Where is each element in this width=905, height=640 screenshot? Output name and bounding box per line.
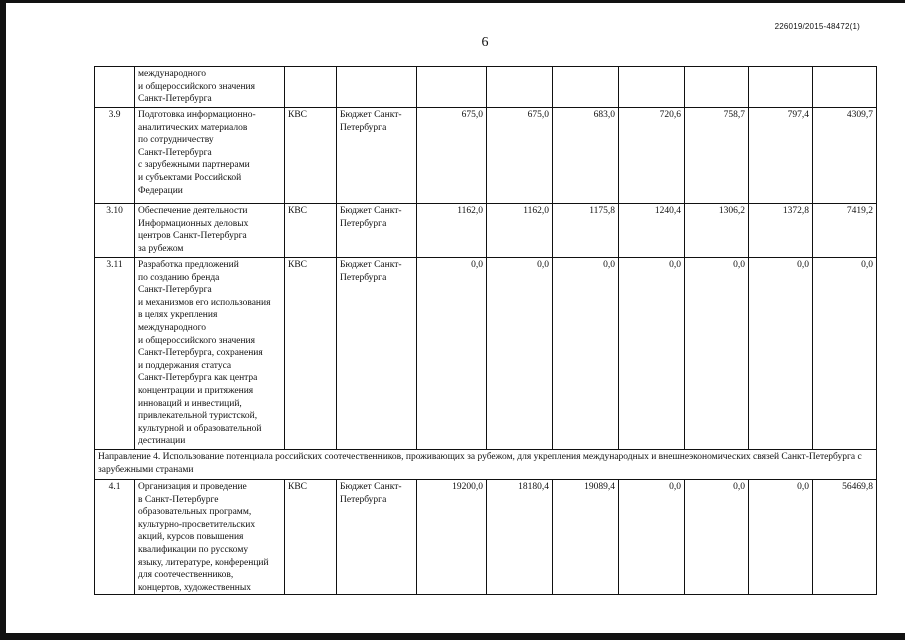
name-line: и общероссийского значения bbox=[138, 335, 256, 346]
name-line: привлекательной туристской, bbox=[138, 411, 258, 422]
table-row-3-9 bbox=[95, 108, 877, 204]
cell-source: Бюджет Санкт-Петербурга bbox=[337, 480, 417, 595]
name-line: международного bbox=[138, 322, 206, 333]
name-line: Разработка предложений bbox=[138, 260, 239, 270]
cell-value: 18180,4 bbox=[487, 480, 553, 595]
name-line: Федерации bbox=[138, 185, 183, 196]
name-line: Обеспечение деятельности bbox=[138, 206, 248, 216]
cell-value: 1372,8 bbox=[749, 204, 813, 258]
cell-value: 7419,2 bbox=[813, 204, 877, 258]
cell-value: 675,0 bbox=[417, 108, 487, 204]
name-line: по сотрудничеству bbox=[138, 135, 214, 146]
name-line: культурно-просветительских bbox=[138, 519, 256, 530]
name-line: за рубежом bbox=[138, 243, 184, 254]
name-line: и механизмов его использования bbox=[138, 297, 271, 308]
scan-border-left bbox=[0, 0, 6, 640]
cell-value bbox=[685, 67, 749, 108]
name-line: акций, курсов повышения bbox=[138, 532, 244, 543]
table-row-3-10 bbox=[95, 204, 877, 258]
cell-num: 3.9 bbox=[95, 108, 135, 204]
table-row-continuation bbox=[95, 67, 877, 108]
name-line: Санкт-Петербурга bbox=[138, 94, 212, 105]
cell-value bbox=[487, 67, 553, 108]
name-line: Санкт-Петербурга как центра bbox=[138, 373, 258, 384]
name-line: концентрации и притяжения bbox=[138, 385, 254, 396]
direction-heading: Направление 4. Использование потенциала российских соотечественников, проживающих за рубежом, для укрепления международных и внешнеэкономических связей Санкт-Петербурга с зарубежными странами bbox=[95, 450, 877, 480]
name-line: и общероссийского значения bbox=[138, 81, 256, 92]
cell-value: 1240,4 bbox=[619, 204, 685, 258]
cell-value: 1175,8 bbox=[553, 204, 619, 258]
scan-border-top bbox=[0, 0, 905, 3]
name-line: Санкт-Петербурга bbox=[138, 147, 212, 158]
cell-value: 0,0 bbox=[487, 258, 553, 450]
cell-value: 758,7 bbox=[685, 108, 749, 204]
name-line: языку, литературе, конференций bbox=[138, 557, 269, 568]
cell-num: 3.10 bbox=[95, 204, 135, 258]
name-line: аналитических материалов bbox=[138, 122, 248, 133]
cell-name bbox=[135, 204, 285, 258]
name-line: Подготовка информационно- bbox=[138, 110, 256, 120]
name-line: по созданию бренда bbox=[138, 272, 220, 283]
cell-value: 1306,2 bbox=[685, 204, 749, 258]
cell-value: 4309,7 bbox=[813, 108, 877, 204]
cell-value: 0,0 bbox=[749, 480, 813, 595]
name-line: Санкт-Петербурга bbox=[138, 285, 212, 296]
cell-value: 720,6 bbox=[619, 108, 685, 204]
page-number: 6 bbox=[481, 35, 489, 50]
cell-executor: КВС bbox=[285, 258, 337, 450]
cell-executor: КВС bbox=[285, 108, 337, 204]
name-line: дестинации bbox=[138, 436, 186, 447]
cell-source bbox=[337, 67, 417, 108]
table-row-4-1 bbox=[95, 480, 877, 595]
cell-value: 19200,0 bbox=[417, 480, 487, 595]
name-line: в Санкт-Петербурге bbox=[138, 494, 219, 505]
cell-executor: КВС bbox=[285, 204, 337, 258]
cell-value: 0,0 bbox=[619, 480, 685, 595]
cell-value: 1162,0 bbox=[417, 204, 487, 258]
name-line: квалификации по русскому bbox=[138, 544, 249, 555]
cell-name bbox=[135, 480, 285, 595]
cell-source: Бюджет Санкт-Петербурга bbox=[337, 108, 417, 204]
cell-num bbox=[95, 67, 135, 108]
scan-border-bottom bbox=[0, 633, 905, 640]
budget-table bbox=[94, 66, 877, 595]
table-row-direction-4 bbox=[95, 450, 877, 480]
cell-value: 0,0 bbox=[417, 258, 487, 450]
name-line: и субъектами Российской bbox=[138, 172, 242, 183]
name-line: в целях укрепления bbox=[138, 310, 218, 321]
cell-value bbox=[619, 67, 685, 108]
table-row-3-11 bbox=[95, 258, 877, 450]
cell-value: 0,0 bbox=[749, 258, 813, 450]
document-id: 226019/2015-48472(1) bbox=[774, 22, 860, 31]
name-line: Санкт-Петербурга, сохранения bbox=[138, 348, 263, 359]
cell-name bbox=[135, 108, 285, 204]
cell-value: 56469,8 bbox=[813, 480, 877, 595]
cell-executor bbox=[285, 67, 337, 108]
cell-value: 797,4 bbox=[749, 108, 813, 204]
name-line: концертов, художественных bbox=[138, 582, 251, 593]
cell-source: Бюджет Санкт-Петербурга bbox=[337, 204, 417, 258]
cell-value bbox=[553, 67, 619, 108]
cell-value: 0,0 bbox=[619, 258, 685, 450]
cell-value: 683,0 bbox=[553, 108, 619, 204]
cell-value: 0,0 bbox=[813, 258, 877, 450]
cell-source: Бюджет Санкт-Петербурга bbox=[337, 258, 417, 450]
name-line: и поддержания статуса bbox=[138, 360, 232, 371]
cell-value: 675,0 bbox=[487, 108, 553, 204]
cell-value: 0,0 bbox=[685, 258, 749, 450]
name-line: Информационных деловых bbox=[138, 218, 249, 229]
cell-executor: КВС bbox=[285, 480, 337, 595]
cell-value: 0,0 bbox=[685, 480, 749, 595]
cell-value bbox=[813, 67, 877, 108]
name-line: образовательных программ, bbox=[138, 507, 252, 518]
cell-name bbox=[135, 67, 285, 108]
cell-value: 19089,4 bbox=[553, 480, 619, 595]
name-line: международного bbox=[138, 69, 206, 79]
name-line: центров Санкт-Петербурга bbox=[138, 231, 247, 242]
name-line: инноваций и инвестиций, bbox=[138, 398, 242, 409]
name-line: культурной и образовательной bbox=[138, 423, 262, 434]
cell-value bbox=[417, 67, 487, 108]
cell-name bbox=[135, 258, 285, 450]
name-line: Организация и проведение bbox=[138, 482, 247, 492]
cell-value: 1162,0 bbox=[487, 204, 553, 258]
name-line: с зарубежными партнерами bbox=[138, 160, 250, 171]
cell-value bbox=[749, 67, 813, 108]
cell-num: 4.1 bbox=[95, 480, 135, 595]
cell-num: 3.11 bbox=[95, 258, 135, 450]
name-line: для соотечественников, bbox=[138, 570, 234, 581]
cell-value: 0,0 bbox=[553, 258, 619, 450]
